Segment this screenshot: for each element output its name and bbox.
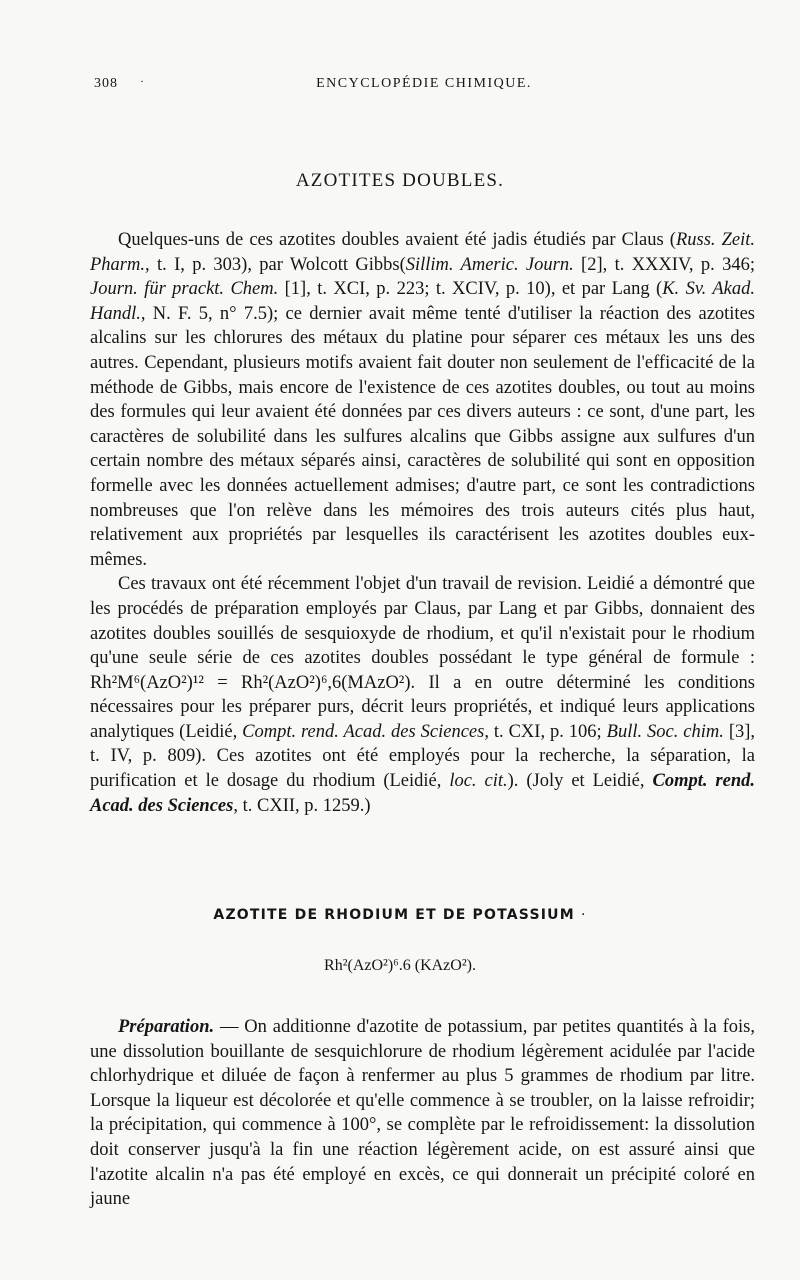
text-run: , N. F. 5, n° 7.5); ce dernier avait même tenté d'utiliser la réaction des azotites alcalins sur les chlorures des métaux du platine pour séparer ces métaux les uns des autres. Cependant, plusieurs motifs avaient fait douter non seulement de l'efficacité de la méthode de Gibbs, mais encore de l'existence de ces azotites doubles, ou tout au moins des formules qui leur avaient été données par ces divers auteurs : ce sont, d'une part, les caractères de solubilité dans les sulfures alcalins que Gibbs assigne aux sulfures d'un certain nombre des métaux séparés ainsi, caractères de solubilité qui sont en opposition formelle avec les données actuellement admises; d'autre part, ce sont les contradictions nombreuses que l'on relève dans les mémoires des trois auteurs cités plus haut, relativement aux propriétés par lesquelles ils caractérisent les azotites doubles eux-mêmes. [90,303,755,570]
running-title: ENCYCLOPÉDIE CHIMIQUE. [316,76,532,91]
paragraph-preparation [90,1015,755,1212]
paragraph-intro-2 [90,572,755,818]
text-run: , t. I, p. 303), par Wolcott Gibbs( [145,254,406,275]
paragraph-intro-1 [90,228,755,572]
citation: Compt. rend. Acad. des Sciences [90,771,756,816]
text-run: [1], t. XCI, p. 223; t. XCIV, p. 10), et par Lang ( [278,279,663,300]
citation: Russ. Zeit. Pharm. [90,230,756,275]
subsection-title-text: AZOTITE DE RHODIUM ET DE POTASSIUM [213,907,575,923]
running-head [94,76,754,96]
intro-text [90,228,755,818]
citation: Bull. Soc. chim. [606,721,724,742]
text-run: ). (Joly et Leidié, [507,771,653,792]
citation: Journ. für prackt. Chem. [90,279,279,300]
page-number: 308 [94,76,118,91]
citation: loc. cit. [449,771,508,792]
preparation-text [90,1015,755,1212]
text-run: [3], t. IV, p. 809). Ces azotites ont été employés pour la recherche, la séparation, la purification et le dosage du rhodium (Leidié, [90,721,756,792]
text-run: Ces travaux ont été récemment l'objet d'un travail de revision. Leidié a démontré que les procédés de préparation employés par Claus, par Lang et par Gibbs, donnaient des azotites doubles souillés de sesquioxyde de rhodium, et qu'il n'existait pour le rhodium qu'une seule série de ces azotites doubles possédant le type général de formule : Rh²M⁶(AzO²)¹² = Rh²(AzO²)⁶,6(MAzO²). Il a en outre déterminé les conditions nécessaires pour les préparer purs, décrit leurs propriétés, et indiqué leurs applications analytiques (Leidié, [90,574,755,742]
text-run: , t. CXII, p. 1259.) [233,795,371,816]
citation: Sillim. Americ. Journ. [405,254,574,275]
citation: K. Sv. Akad. Handl. [90,279,755,324]
text-run: [2], t. XXXIV, p. 346; [573,254,755,275]
subsection-title [0,907,800,923]
preparation-lead: Préparation. [118,1017,215,1037]
header-bullet: · [140,74,145,88]
chemical-formula: Rh²(AzO²)⁶.6 (KAzO²). [324,957,476,974]
subsection-dot: · [580,907,587,923]
text-run: , t. CXI, p. 106; [484,721,607,742]
text-run: — On additionne d'azotite de potassium, par petites quantités à la fois, une dissolution bouillante de sesquichlorure de rhodium légèrement acidulée par l'acide chlorhydrique et diluée de façon à renfermer au plus 5 grammes de rhodium par litre. Lorsque la liqueur est décolorée et qu'elle commence à se troubler, on la laisse refroidir; la précipitation, qui commence à 100°, se complète par le refroidissement: la dissolution doit conserver jusqu'à la fin une réaction légèrement acide, on est assuré ainsi que l'azotite alcalin n'a pas été employé en excès, ce qui donnerait un précipité coloré en jaune [90,1017,755,1210]
section-title: AZOTITES DOUBLES. [295,170,505,191]
citation: Compt. rend. Acad. des Sciences [242,721,485,742]
text-run: Quelques-uns de ces azotites doubles avaient été jadis étudiés par Claus ( [118,230,676,250]
